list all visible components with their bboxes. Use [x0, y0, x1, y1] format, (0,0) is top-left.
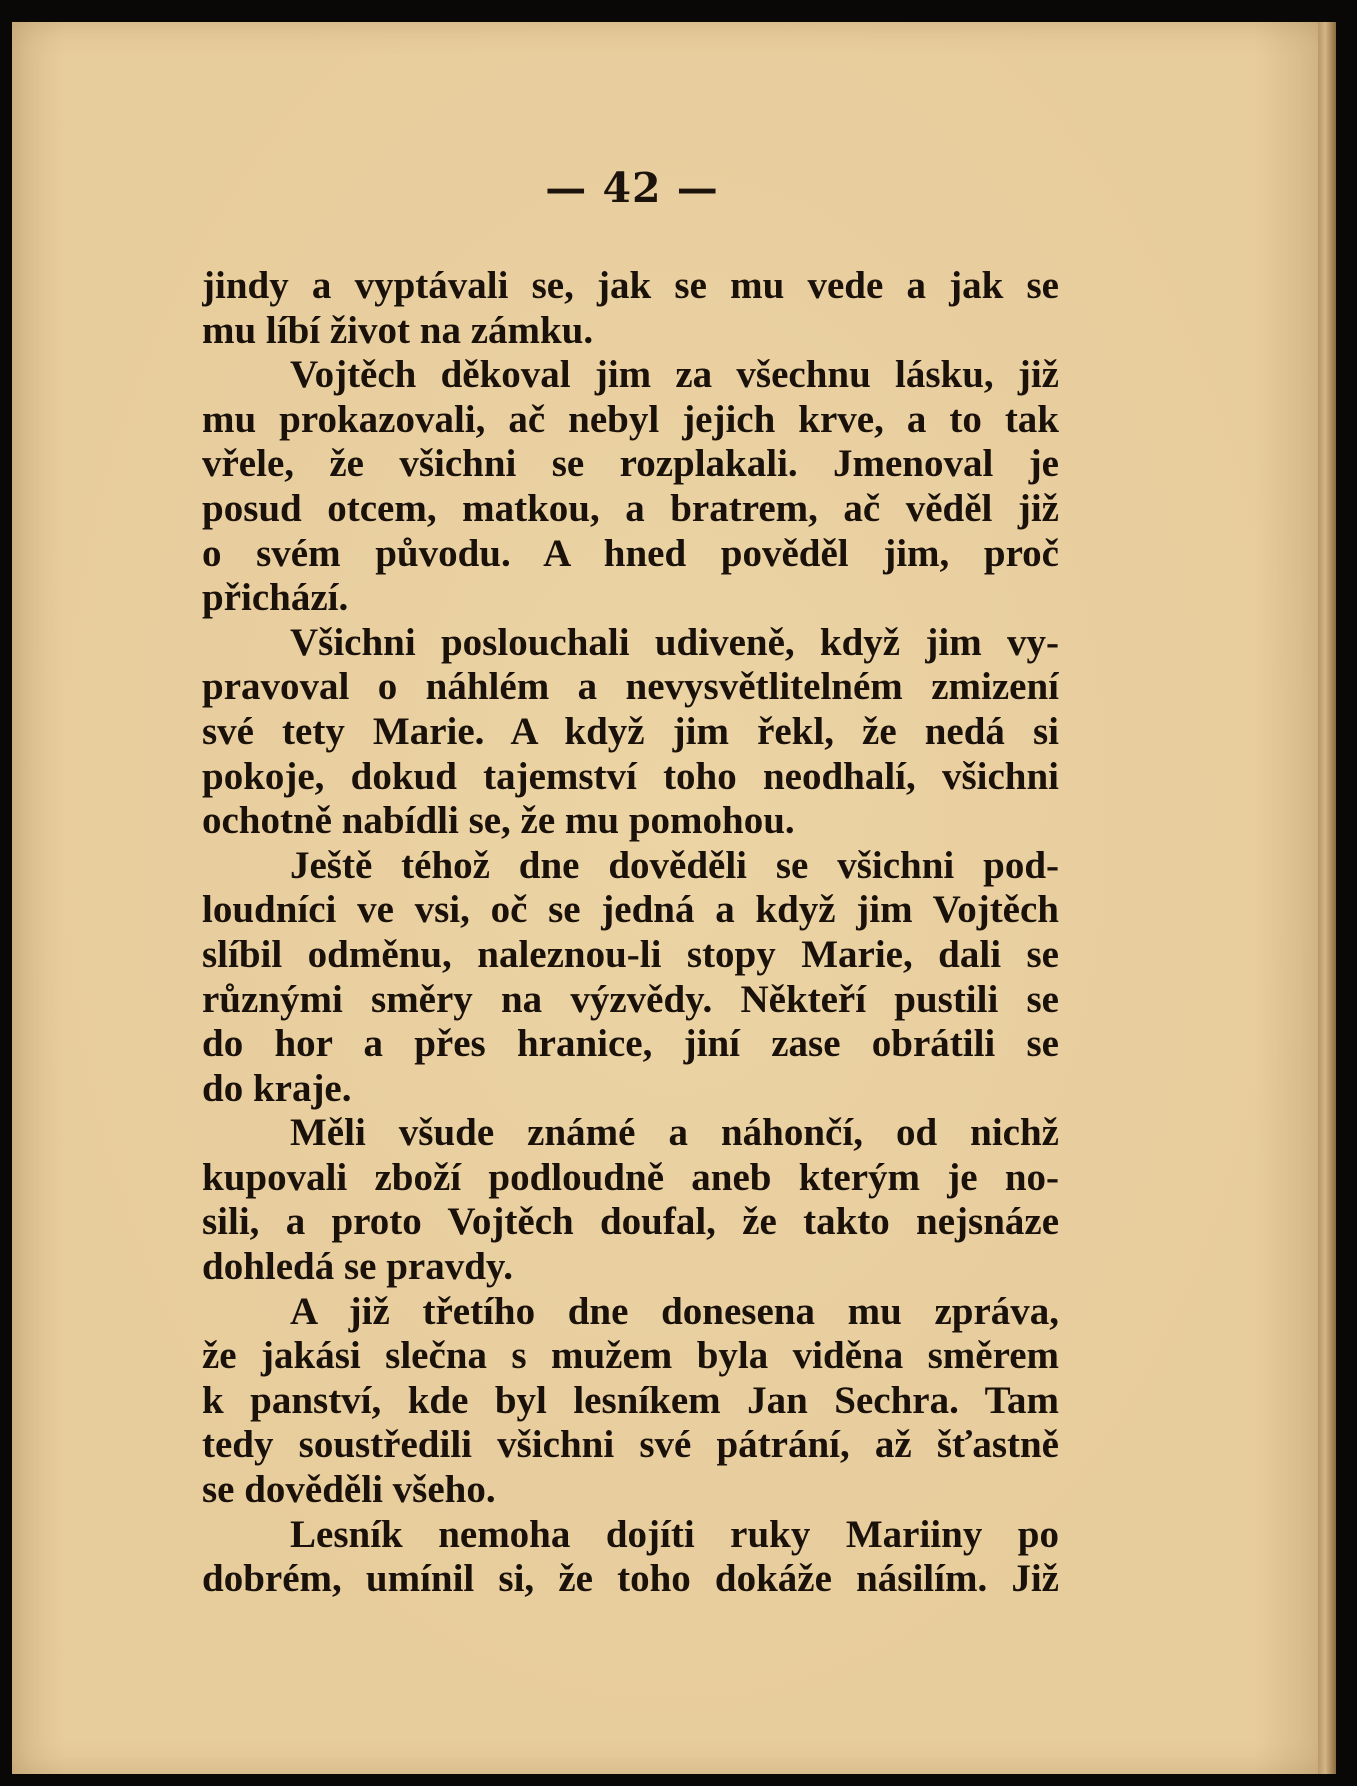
text-line: vřele, že všichni se rozplakali. Jmenoval je	[202, 442, 1059, 486]
text-line: loudníci ve vsi, oč se jedná a když jim Vojtěch	[202, 888, 1059, 932]
text-line: Ještě téhož dne dověděli se všichni pod-	[290, 843, 1059, 887]
text-line: přichází.	[202, 576, 349, 620]
text-line: sili, a proto Vojtěch doufal, že takto nejsnáze	[202, 1200, 1059, 1244]
text-line: mu prokazovali, ač nebyl jejich krve, a to tak	[202, 397, 1059, 441]
text-line: kupovali zboží podloudně aneb kterým je no-	[202, 1155, 1059, 1199]
text-line: se dověděli všeho.	[202, 1468, 496, 1512]
text-line: Lesník nemoha dojíti ruky Mariiny po	[290, 1512, 1059, 1556]
text-line: pokoje, dokud tajemství toho neodhalí, všichni	[202, 754, 1059, 798]
text-line: pravoval o náhlém a nevysvětlitelném zmizení	[202, 665, 1059, 709]
text-line: A již třetího dne donesena mu zpráva,	[290, 1289, 1059, 1333]
text-line: jindy a vyptávali se, jak se mu vede a jak se	[202, 264, 1059, 307]
text-line: o svém původu. A hned pověděl jim, proč	[202, 531, 1059, 575]
text-line: své tety Marie. A když jim řekl, že nedá si	[202, 709, 1059, 753]
text-line: tedy soustředili všichni své pátrání, až šťastně	[202, 1423, 1059, 1467]
text-line: Všichni poslouchali udiveně, když jim vy-	[290, 620, 1059, 664]
text-line: dobrém, umínil si, že toho dokáže násilím. Již	[202, 1557, 1059, 1601]
page-number: — 42 —	[545, 164, 719, 212]
text-line: Měli všude známé a náhončí, od nichž	[290, 1111, 1059, 1155]
text-line: ochotně nabídli se, že mu pomohou.	[202, 799, 795, 843]
text-line: do kraje.	[202, 1066, 352, 1110]
text-line: k panství, kde byl lesníkem Jan Sechra. Tam	[202, 1378, 1059, 1422]
page-gutter-edge	[1318, 22, 1336, 1774]
body-text	[202, 264, 1059, 1602]
text-line: posud otcem, matkou, a bratrem, ač věděl již	[202, 486, 1059, 530]
text-line: Vojtěch děkoval jim za všechnu lásku, již	[290, 353, 1059, 397]
text-line: dohledá se pravdy.	[202, 1245, 513, 1289]
text-line: mu líbí život na zámku.	[202, 308, 594, 352]
text-line: že jakási slečna s mužem byla viděna směrem	[202, 1334, 1059, 1378]
text-line: do hor a přes hranice, jiní zase obrátili se	[202, 1022, 1059, 1066]
text-line: různými směry na výzvědy. Někteří pustili se	[202, 977, 1059, 1021]
text-line: slíbil odměnu, naleznou-li stopy Marie, dali se	[202, 932, 1059, 976]
book-page	[12, 22, 1334, 1774]
